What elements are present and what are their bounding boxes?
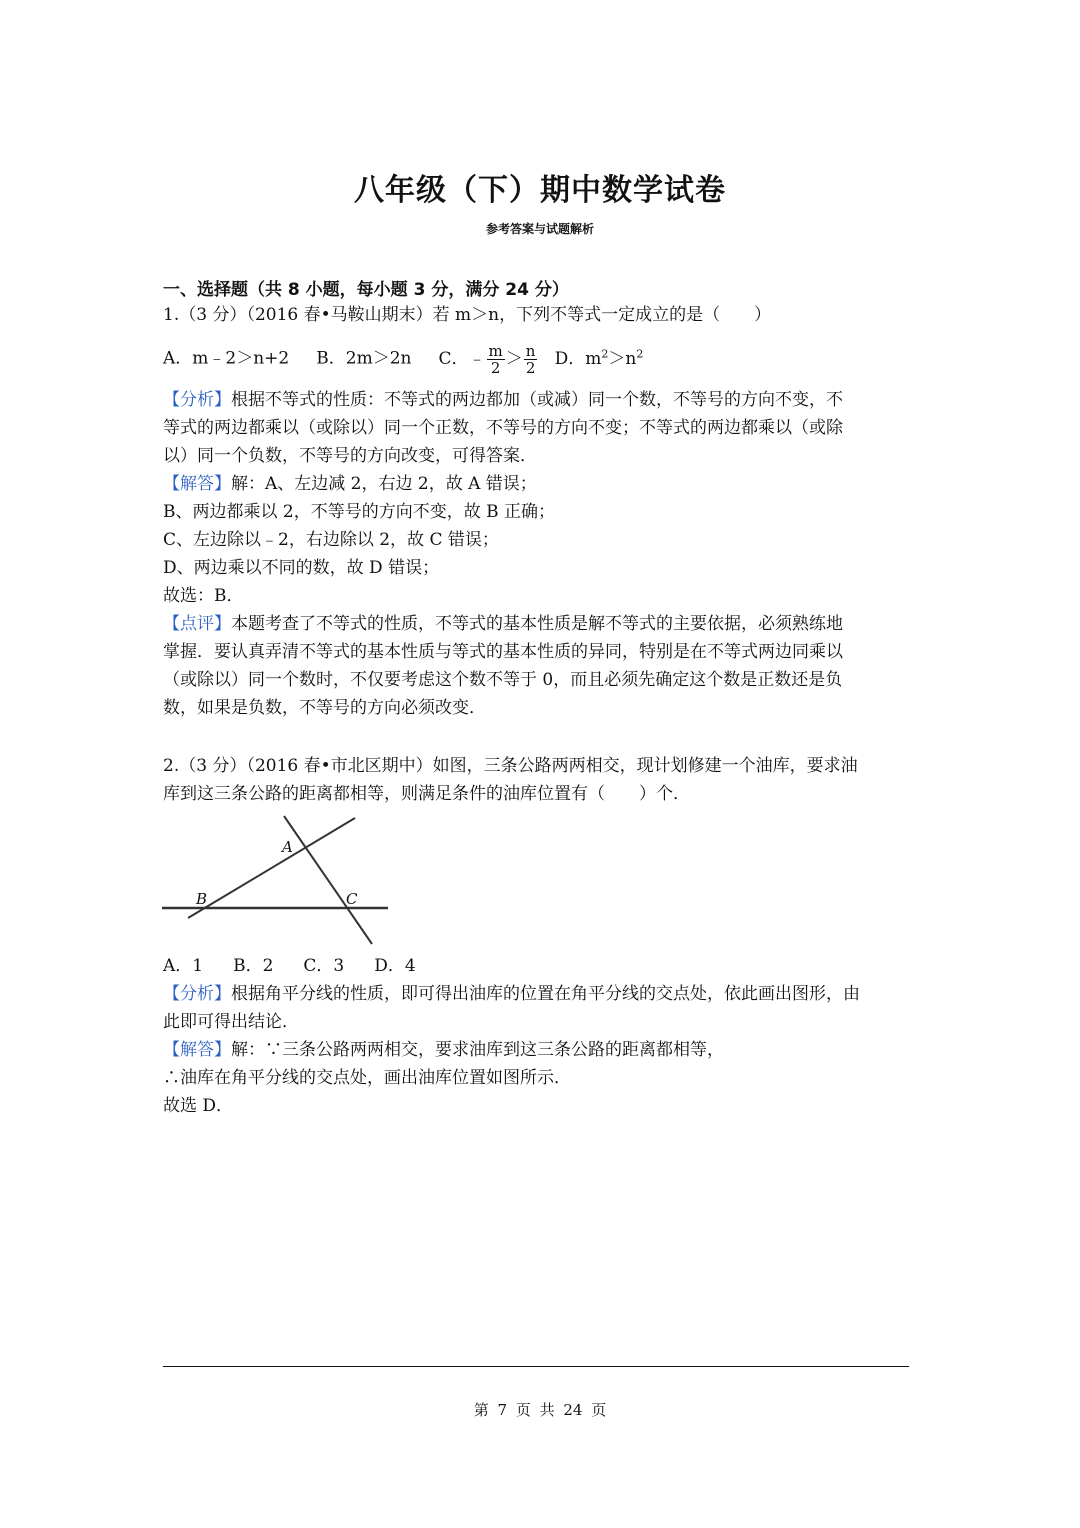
q1-option-d: D．$m^2>n^2$ [554, 347, 644, 369]
q2-analysis-line-1: 【分析】根据角平分线的性质，即可得出油库的位置在角平分线的交点处，依此画出图形，由 [163, 984, 860, 1004]
q1-analysis-line-1: 【分析】根据不等式的性质：不等式的两边都加（或减）同一个数，不等号的方向不变，不 [163, 390, 843, 410]
label-b: B [196, 890, 208, 908]
comment-tag: 【点评】 [163, 614, 231, 634]
q1-analysis-line-3: 以）同一个负数，不等号的方向改变，可得答案． [163, 446, 537, 466]
q2-answer-line-2: ∴油库在角平分线的交点处，画出油库位置如图所示． [163, 1068, 571, 1088]
q1-analysis-line-2: 等式的两边都乘以（或除以）同一个正数，不等号的方向不变；不等式的两边都乘以（或除 [163, 418, 843, 438]
q1-option-a: A．m﹣2＞n+2 [163, 348, 290, 369]
q1-option-c: C．﹣ $\frac{m}{2}$ ＞ $\frac{n}{2}$ [438, 341, 536, 377]
q1-comment-line-1: 【点评】本题考查了不等式的性质，不等式的基本性质是解不等式的主要依据，必须熟练地 [163, 614, 843, 634]
analysis-tag: 【分析】 [163, 390, 231, 410]
q2-analysis-line-2: 此即可得出结论． [163, 1012, 299, 1032]
q2-options [163, 952, 923, 980]
answer-tag: 【解答】 [163, 1040, 231, 1060]
q2-answer-line-3: 故选 D． [163, 1096, 234, 1116]
page-title: 八年级（下）期中数学试卷 [354, 173, 726, 208]
q1-answer-line-3: C、左边除以﹣2，右边除以 2，故 C 错误； [163, 530, 499, 550]
analysis-tag: 【分析】 [163, 984, 231, 1004]
q1-comment-line-3: （或除以）同一个数时，不仅要考虑这个数不等于 0，而且必须先确定这个数是正数还是负 [163, 670, 843, 690]
q1-comment-line-4: 数，如果是负数，不等号的方向必须改变． [163, 698, 486, 718]
q1-answer-line-4: D、两边乘以不同的数，故 D 错误； [163, 558, 440, 578]
roads-figure [160, 812, 400, 952]
fraction-m-over-2: $\frac{m}{2}$ [488, 341, 503, 377]
fraction-n-over-2: $\frac{n}{2}$ [525, 341, 536, 377]
label-c: C [346, 890, 358, 908]
q2-stem-line-2: 库到这三条公路的距离都相等，则满足条件的油库位置有（ ）个． [163, 784, 690, 804]
q1-comment-line-2: 掌握．要认真弄清不等式的基本性质与等式的基本性质的异同，特别是在不等式两边同乘以 [163, 642, 843, 662]
q2-option-a: A．1 [163, 956, 204, 976]
footer-divider [163, 1366, 909, 1367]
q1-answer-line-1: 【解答】解：A、左边减 2，右边 2，故 A 错误； [163, 474, 537, 494]
q1-answer-line-5: 故选：B． [163, 586, 244, 606]
q2-answer-line-1: 【解答】解：∵三条公路两两相交，要求油库到这三条公路的距离都相等， [163, 1040, 724, 1060]
page-number: 第 7 页 共 24 页 [473, 1401, 607, 1419]
q1-answer-line-2: B、两边都乘以 2，不等号的方向不变，故 B 正确； [163, 502, 556, 522]
section-heading: 一、选择题（共 8 小题，每小题 3 分，满分 24 分） [163, 280, 569, 300]
q2-option-b: B．2 [233, 956, 274, 976]
q1-option-b: B．2m＞2n [316, 348, 412, 369]
q2-option-d: D．4 [374, 956, 416, 976]
q1-options [163, 340, 923, 376]
road-ab [188, 818, 355, 918]
q2-option-c: C．3 [303, 956, 345, 976]
q1-stem: 1.（3 分）（2016 春•马鞍山期末）若 m＞n，下列不等式一定成立的是（ ） [163, 305, 772, 325]
q2-stem-line-1: 2.（3 分）（2016 春•市北区期中）如图，三条公路两两相交，现计划修建一个油库，要求油 [163, 756, 858, 776]
label-a: A [282, 838, 293, 856]
answer-tag: 【解答】 [163, 474, 231, 494]
page-subtitle: 参考答案与试题解析 [485, 222, 594, 236]
